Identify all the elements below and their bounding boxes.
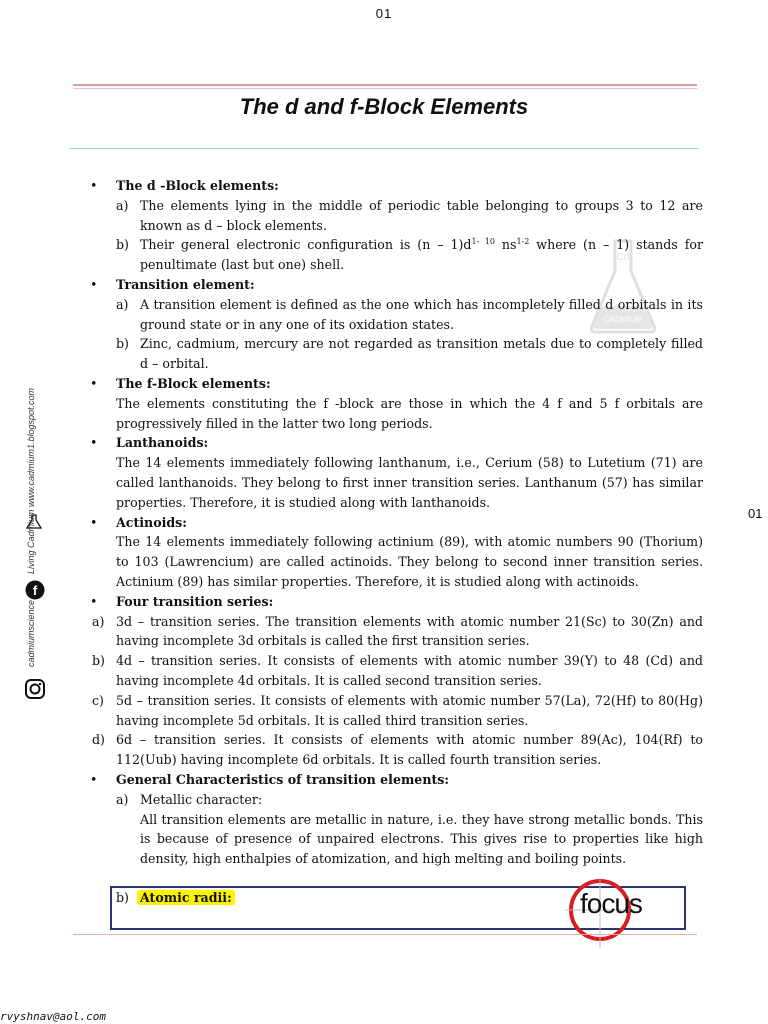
heading-lanthanoids: • Lanthanoids: bbox=[90, 435, 209, 451]
atomic-radii-item: b) Atomic radii: bbox=[116, 890, 235, 905]
metallic-character-text: All transition elements are metallic in nature, i.e. they have strong metallic bonds. This is because of presence of unpaired electrons. This gives rise to properties like high density, high enthalpies of atomization, and high melting and boiling points. bbox=[140, 811, 703, 867]
flask-icon bbox=[26, 514, 42, 530]
sidebar-brand: Living Cadmium bbox=[26, 509, 36, 574]
header-rule bbox=[73, 84, 697, 86]
focus-logo-text: focus bbox=[580, 888, 642, 919]
heading-transition: • Transition element: bbox=[90, 276, 255, 292]
list-item: d) 6d – transition series. It consists of elements with atomic number 89(Ac), 104(Rf) to 112(Uub) having incomplete 6d orbitals. It is called fourth transition series. bbox=[92, 732, 703, 768]
title-rule bbox=[70, 148, 698, 149]
list-item: b) 4d – transition series. It consists of elements with atomic number 39(Y) to 48 (Cd) and having incomplete 4d orbitals. It is called second transition series. bbox=[92, 653, 703, 688]
side-page-number: 01 bbox=[748, 506, 763, 521]
svg-text:f: f bbox=[32, 583, 38, 598]
instagram-icon bbox=[24, 678, 46, 700]
page-title: The d and f-Block Elements bbox=[239, 94, 529, 119]
heading-general: • General Characteristics of transition elements: bbox=[90, 771, 450, 787]
heading-fblock: • The f-Block elements: bbox=[90, 375, 271, 391]
watermark-symbol: Cd bbox=[616, 252, 630, 263]
focus-logo bbox=[560, 878, 680, 948]
footer-email: rvyshnav@aol.com bbox=[0, 1010, 106, 1023]
sidebar-handle: cadmiumscience bbox=[26, 599, 36, 667]
watermark-text: CADMIUM bbox=[603, 315, 643, 324]
sidebar-url: www.cadmium1.blogspot.com bbox=[26, 387, 36, 507]
list-item: a) The elements lying in the middle of periodic table belonging to groups 3 to 12 are known as d – block elements. bbox=[116, 197, 703, 233]
fblock-text: The elements constituting the f -block are those in which the 4 f and 5 f orbitals are progressively filled in the latter two long periods. bbox=[116, 395, 703, 431]
page-number: 01 bbox=[375, 6, 393, 21]
sidebar-branding bbox=[22, 372, 52, 712]
list-item: a) Metallic character: bbox=[116, 791, 263, 807]
header-rule-thin bbox=[73, 88, 697, 89]
highlighted-term: Atomic radii: bbox=[137, 890, 235, 905]
document-body bbox=[90, 176, 703, 869]
facebook-icon bbox=[25, 580, 45, 600]
list-item: a) 3d – transition series. The transition elements with atomic number 21(Sc) to 30(Zn) and having incomplete 3d orbitals is called the first transition series. bbox=[92, 613, 703, 649]
list-item: c) 5d – transition series. It consists of elements with atomic number 57(La), 72(Hf) to 80(Hg) having incomplete 5d orbitals. It is called third transition series. bbox=[92, 692, 703, 728]
heading-actinoids: • Actinoids: bbox=[90, 514, 187, 530]
list-item: b) Zinc, cadmium, mercury are not regarded as transition metals due to completely filled d – orbital. bbox=[116, 336, 703, 372]
heading-dblock: • The d -Block elements: bbox=[90, 176, 703, 196]
heading-four-series: • Four transition series: bbox=[90, 593, 274, 609]
footer-rule bbox=[73, 934, 697, 935]
bullet: • bbox=[90, 178, 98, 193]
list-item: a) A transition element is defined as the one which has incompletely filled d orbitals in its ground state or in any one of its oxidation states. bbox=[116, 296, 703, 332]
list-item: b) Their general electronic configuration is $(n - 1)d^{1- 10}$ $ns^{1-2}$ where (n – 1) stands for penultimate (last but one) shell. bbox=[116, 237, 703, 273]
actinoids-text: The 14 elements immediately following actinium (89), with atomic numbers 90 (Thorium) to 103 (Lawrencium) are called actinoids. They belong to second inner transition series. Actinium (89) has similar properties. Therefore, it is studied along with actinoids. bbox=[116, 534, 703, 589]
lanthanoids-text: The 14 elements immediately following lanthanum, i.e., Cerium (58) to Lutetium (71) are called lanthanoids. They belong to first inner transition series. Lanthanum (57) has similar properties. Therefore, it is studied along with lanthanoids. bbox=[116, 455, 703, 510]
